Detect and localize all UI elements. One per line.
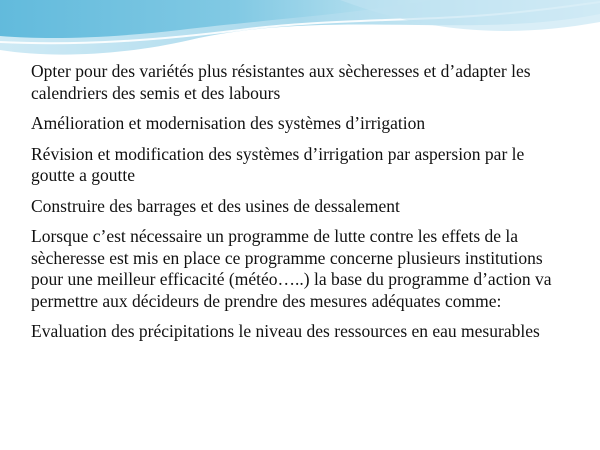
bullet-item-dams: Construire des barrages et des usines de dessalement [31, 195, 400, 216]
bullet-item-drought-programme: Lorsque c’est nécessaire un programme de lutte contre les effets de la sècheresse est mis en place ce programme concerne plusieurs institutions pour une meilleur efficacité (météo…..) la base du programme d’action va permettre aux décideurs de prendre des mesures adéquates comme: [31, 226, 552, 311]
wave-header-decoration [0, 0, 600, 70]
bullet-item-varieties: Opter pour des variétés plus résistantes aux sècheresses et d’adapter les calendriers des semis et des labours [31, 61, 531, 103]
bullet-item-irrigation-modernisation: Amélioration et modernisation des systèmes d’irrigation [31, 113, 426, 133]
bullet-item-irrigation-revision: Révision et modification des systèmes d’irrigation par aspersion par le goutte a goutte [31, 143, 525, 185]
bullet-list [31, 61, 571, 352]
bullet-item-precipitation-evaluation: Evaluation des précipitations le niveau des ressources en eau mesurables [31, 321, 540, 341]
